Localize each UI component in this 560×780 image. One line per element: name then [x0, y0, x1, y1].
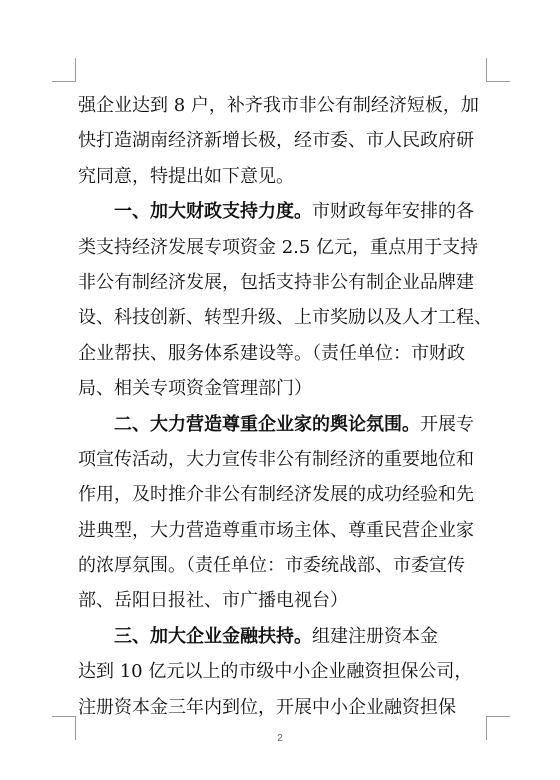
line-text: 类支持经济发展专项资金 2.5 亿元，重点用于支持 [78, 236, 479, 258]
text-line-5 [78, 230, 498, 265]
text-line-18 [78, 690, 498, 725]
line-text: 项宣传活动，大力宣传非公有制经济的重要地位和 [78, 448, 474, 470]
section-3-heading: 三、加大企业金融扶持。 [114, 625, 312, 647]
line-text: 设、科技创新、转型升级、上市奖励以及人才工程、 [78, 307, 492, 329]
section-1-first-line [78, 194, 498, 229]
line-text: 企业帮扶、服务体系建设等。（责任单位：市财政 [78, 342, 465, 364]
margin-mark-top-right [486, 58, 510, 82]
margin-mark-top-left [52, 58, 76, 82]
line-text: 开展专 [420, 413, 474, 435]
text-line-17 [78, 654, 498, 689]
text-line-12 [78, 477, 498, 512]
section-2-heading: 二、大力营造尊重企业家的舆论氛围。 [114, 413, 420, 435]
line-text: 市财政每年安排的各 [312, 201, 474, 223]
line-text: 局、相关专项资金管理部门） [78, 378, 312, 400]
text-line-13 [78, 513, 498, 548]
text-line-9 [78, 371, 498, 406]
text-line-15 [78, 583, 498, 618]
line-text: 强企业达到 8 户，补齐我市非公有制经济短板，加 [78, 95, 479, 116]
line-text: 进典型，大力营造尊重市场主体、尊重民营企业家 [78, 519, 474, 541]
text-line-3 [78, 159, 498, 194]
line-text: 作用，及时推介非公有制经济发展的成功经验和先 [78, 484, 474, 506]
section-1-heading: 一、加大财政支持力度。 [114, 201, 312, 223]
page-number: 2 [277, 733, 283, 744]
text-line-6 [78, 265, 498, 300]
line-text: 的浓厚氛围。（责任单位：市委统战部、市委宣传 [78, 555, 465, 577]
document-body [78, 88, 498, 725]
line-text: 部、岳阳日报社、市广播电视台） [78, 590, 348, 612]
text-line-2 [78, 123, 498, 158]
section-3-first-line [78, 619, 498, 654]
text-line-14 [78, 548, 498, 583]
line-text: 组建注册资本金 [312, 625, 438, 647]
line-text: 快打造湖南经济新增长极，经市委、市人民政府研 [78, 130, 474, 152]
line-text: 达到 10 亿元以上的市级中小企业融资担保公司， [78, 661, 473, 683]
line-text: 注册资本金三年内到位，开展中小企业融资担保 [78, 696, 456, 718]
text-line-1 [78, 88, 498, 123]
line-text: 非公有制经济发展，包括支持非公有制企业品牌建 [78, 271, 474, 293]
section-2-first-line [78, 407, 498, 442]
text-line-11 [78, 442, 498, 477]
text-line-7 [78, 300, 498, 335]
text-line-8 [78, 336, 498, 371]
line-text: 究同意，特提出如下意见。 [78, 165, 294, 187]
